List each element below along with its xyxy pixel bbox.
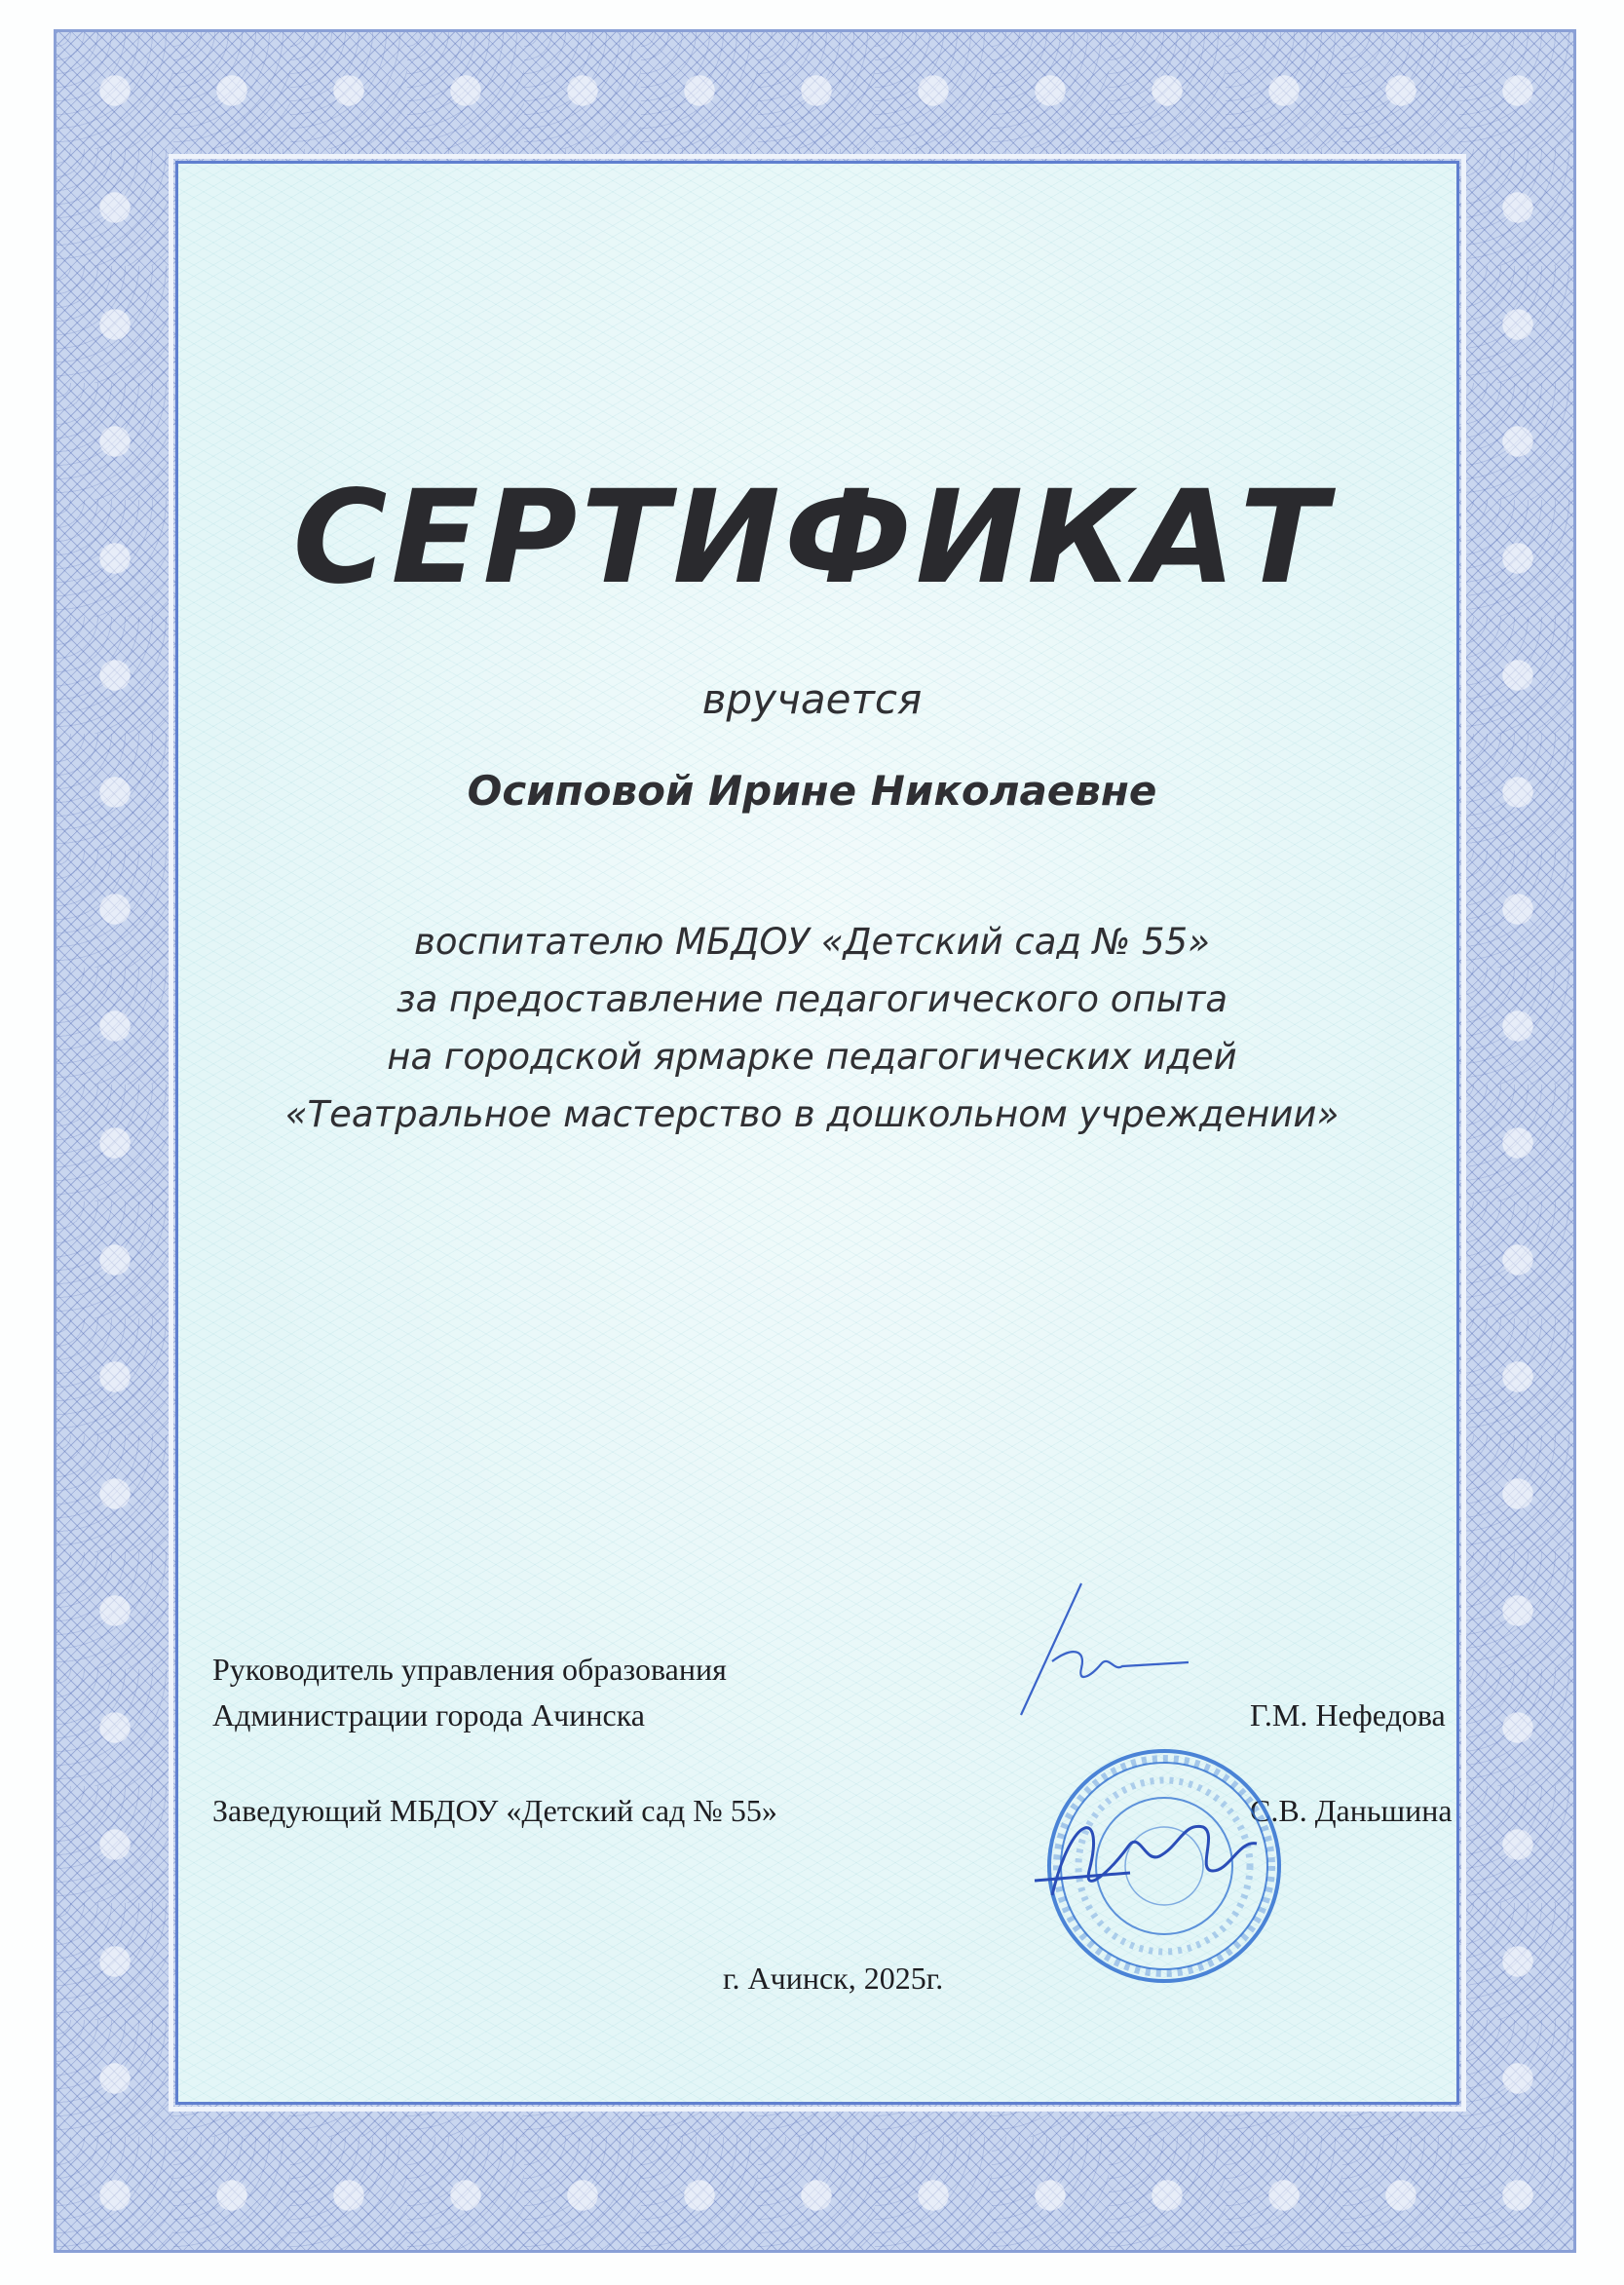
signature-2 (1035, 1826, 1257, 1895)
certificate-title: СЕРТИФИКАТ (292, 463, 1332, 613)
signer1-title-line1: Руководитель управления образования (212, 1652, 727, 1687)
signer2-title: Заведующий МБДОУ «Детский сад № 55» (212, 1793, 777, 1828)
description-line-3: на городской ярмарке педагогических идей (387, 1036, 1237, 1078)
description-line-4: «Театральное мастерство в дошкольном учреждении» (284, 1093, 1340, 1135)
description-line-2: за предоставление педагогического опыта (396, 978, 1228, 1020)
round-stamp (1049, 1751, 1279, 1981)
place-and-year: г. Ачинск, 2025г. (723, 1961, 944, 1996)
signer1-title-line2: Администрации города Ачинска (212, 1697, 645, 1733)
signer1-name: Г.М. Нефедова (1250, 1697, 1446, 1733)
signer2-name: С.В. Даньшина (1250, 1793, 1453, 1828)
official-stamp-and-signatures (1013, 1579, 1315, 1988)
recipient-name: Осиповой Ирине Николаевне (467, 767, 1157, 815)
awarded-text: вручается (701, 675, 923, 723)
description-line-1: воспитателю МБДОУ «Детский сад № 55» (414, 921, 1210, 963)
signature-1 (1021, 1583, 1189, 1715)
